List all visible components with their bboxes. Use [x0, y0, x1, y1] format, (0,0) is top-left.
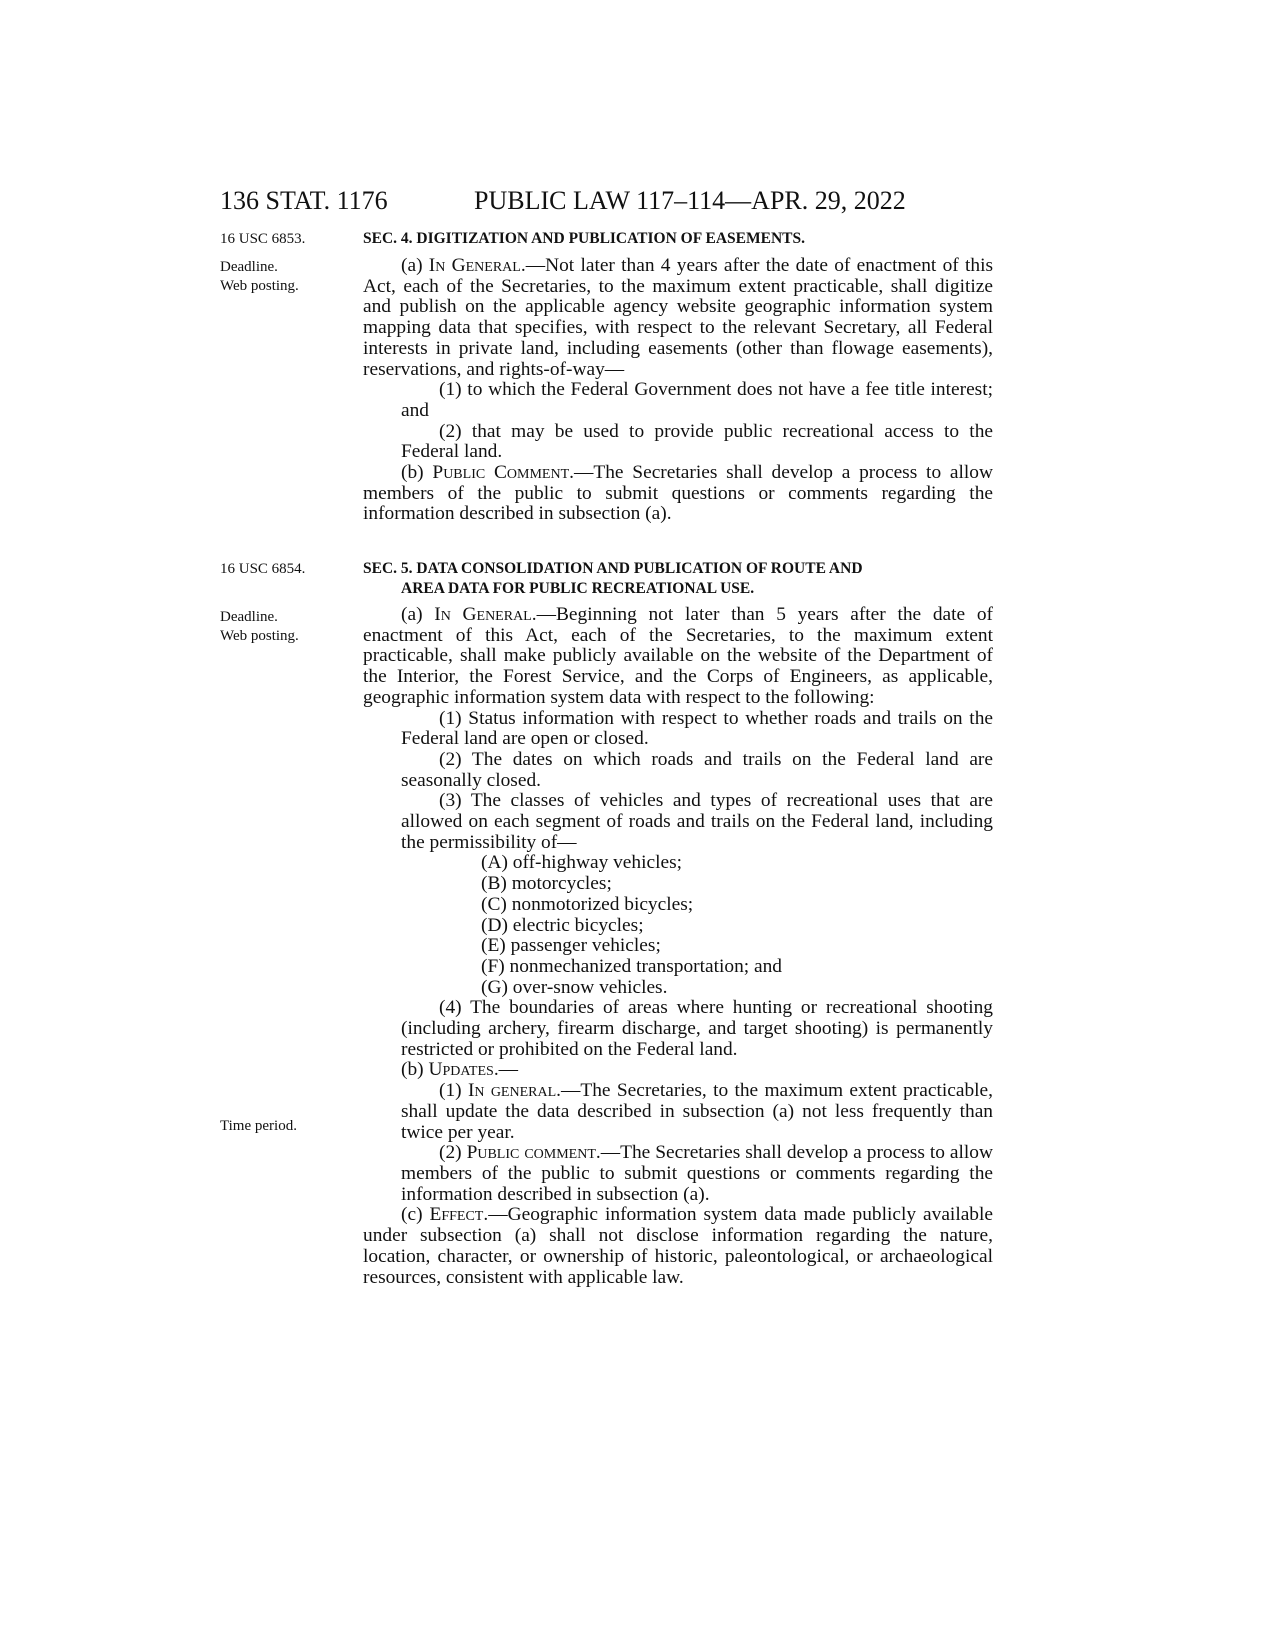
- section-4-paragraph-1: (1) to which the Federal Government does not have a fee title interest; and: [401, 379, 993, 421]
- list-item: (D) electric bicycles;: [481, 914, 644, 936]
- section-5-subsection-b-2: (2) Public comment.—The Secretaries shall develop a process to allow members of the public to submit questions or comments regarding the information described in subsection (a).: [401, 1142, 993, 1205]
- list-item: (B) motorcycles;: [481, 873, 612, 895]
- public-law-title: PUBLIC LAW 117–114—APR. 29, 2022: [474, 186, 906, 215]
- section-5-heading: SEC. 5. DATA CONSOLIDATION AND PUBLICATION OF ROUTE AND AREA DATA FOR PUBLIC RECREATIONAL USE.: [363, 560, 863, 597]
- margin-note-sec5: Deadline. Web posting.: [220, 609, 299, 644]
- section-5-paragraph-1: (1) Status information with respect to whether roads and trails on the Federal land are open or closed.: [401, 707, 993, 750]
- list-item: (C) nonmotorized bicycles;: [481, 893, 694, 915]
- section-4-heading: SEC. 4. DIGITIZATION AND PUBLICATION OF EASEMENTS.: [363, 230, 805, 247]
- list-item: (E) passenger vehicles;: [481, 935, 661, 957]
- section-5-paragraph-3: (3) The classes of vehicles and types of recreational uses that are allowed on each segment of roads and trails on the Federal land, including the permissibility of—: [401, 790, 993, 853]
- section-4-subsection-b: (b) Public Comment.—The Secretaries shall develop a process to allow members of the public to submit questions or comments regarding the information described in subsection (a).: [363, 462, 993, 525]
- section-5-subsection-b-1: (1) In general.—The Secretaries, to the maximum extent practicable, shall update the data described in subsection (a) not less frequently than twice per year.: [401, 1080, 993, 1143]
- section-5-paragraph-4: (4) The boundaries of areas where hunting or recreational shooting (including archery, firearm discharge, and target shooting) is permanently restricted or prohibited on the Federal land.: [401, 997, 993, 1060]
- list-item: (G) over-snow vehicles.: [481, 976, 668, 998]
- section-5-subsection-c: (c) Effect.—Geographic information system data made publicly available under subsection (a) shall not disclose information regarding the nature, location, character, or ownership of historic, paleontological, or archaeological resources, consistent with applicable law.: [363, 1204, 993, 1288]
- section-4-subsection-a: (a) In General.—Not later than 4 years after the date of enactment of this Act, each of the Secretaries, to the maximum extent practicable, shall digitize and publish on the applicable agency website geographic information system mapping data that specifies, with respect to the relevant Secretary, all Federal interests in private land, including easements (other than flowage easements), reservations, and rights-of-way—: [363, 255, 994, 380]
- margin-note-sec5-cite: 16 USC 6854.: [220, 561, 306, 577]
- section-5-subsection-b: (b) Updates.—: [401, 1059, 519, 1081]
- page-header: [220, 183, 1000, 219]
- section-5: [363, 559, 993, 599]
- margin-note-sec4-cite: 16 USC 6853.: [220, 231, 306, 247]
- section-4-paragraph-2: (2) that may be used to provide public recreational access to the Federal land.: [401, 420, 993, 463]
- section-4: [363, 229, 993, 249]
- margin-note-time-period: Time period.: [220, 1118, 297, 1134]
- section-5-body: [363, 605, 993, 1288]
- list-item: (A) off-highway vehicles;: [481, 852, 683, 874]
- section-5-subsection-a: (a) In General.—Beginning not later than 5 years after the date of enactment of this Act, each of the Secretaries, to the maximum extent practicable, shall make publicly available on the website of the Department of the Interior, the Forest Service, and the Corps of Engineers, as applicable, geographic information system data with respect to the following:: [363, 604, 993, 708]
- statute-page-number: 136 STAT. 1176: [220, 186, 388, 215]
- section-4-body: [363, 256, 993, 525]
- section-5-paragraph-2: (2) The dates on which roads and trails on the Federal land are seasonally closed.: [401, 748, 993, 791]
- margin-note-sec4: Deadline. Web posting.: [220, 259, 299, 294]
- list-item: (F) nonmechanized transportation; and: [481, 955, 782, 977]
